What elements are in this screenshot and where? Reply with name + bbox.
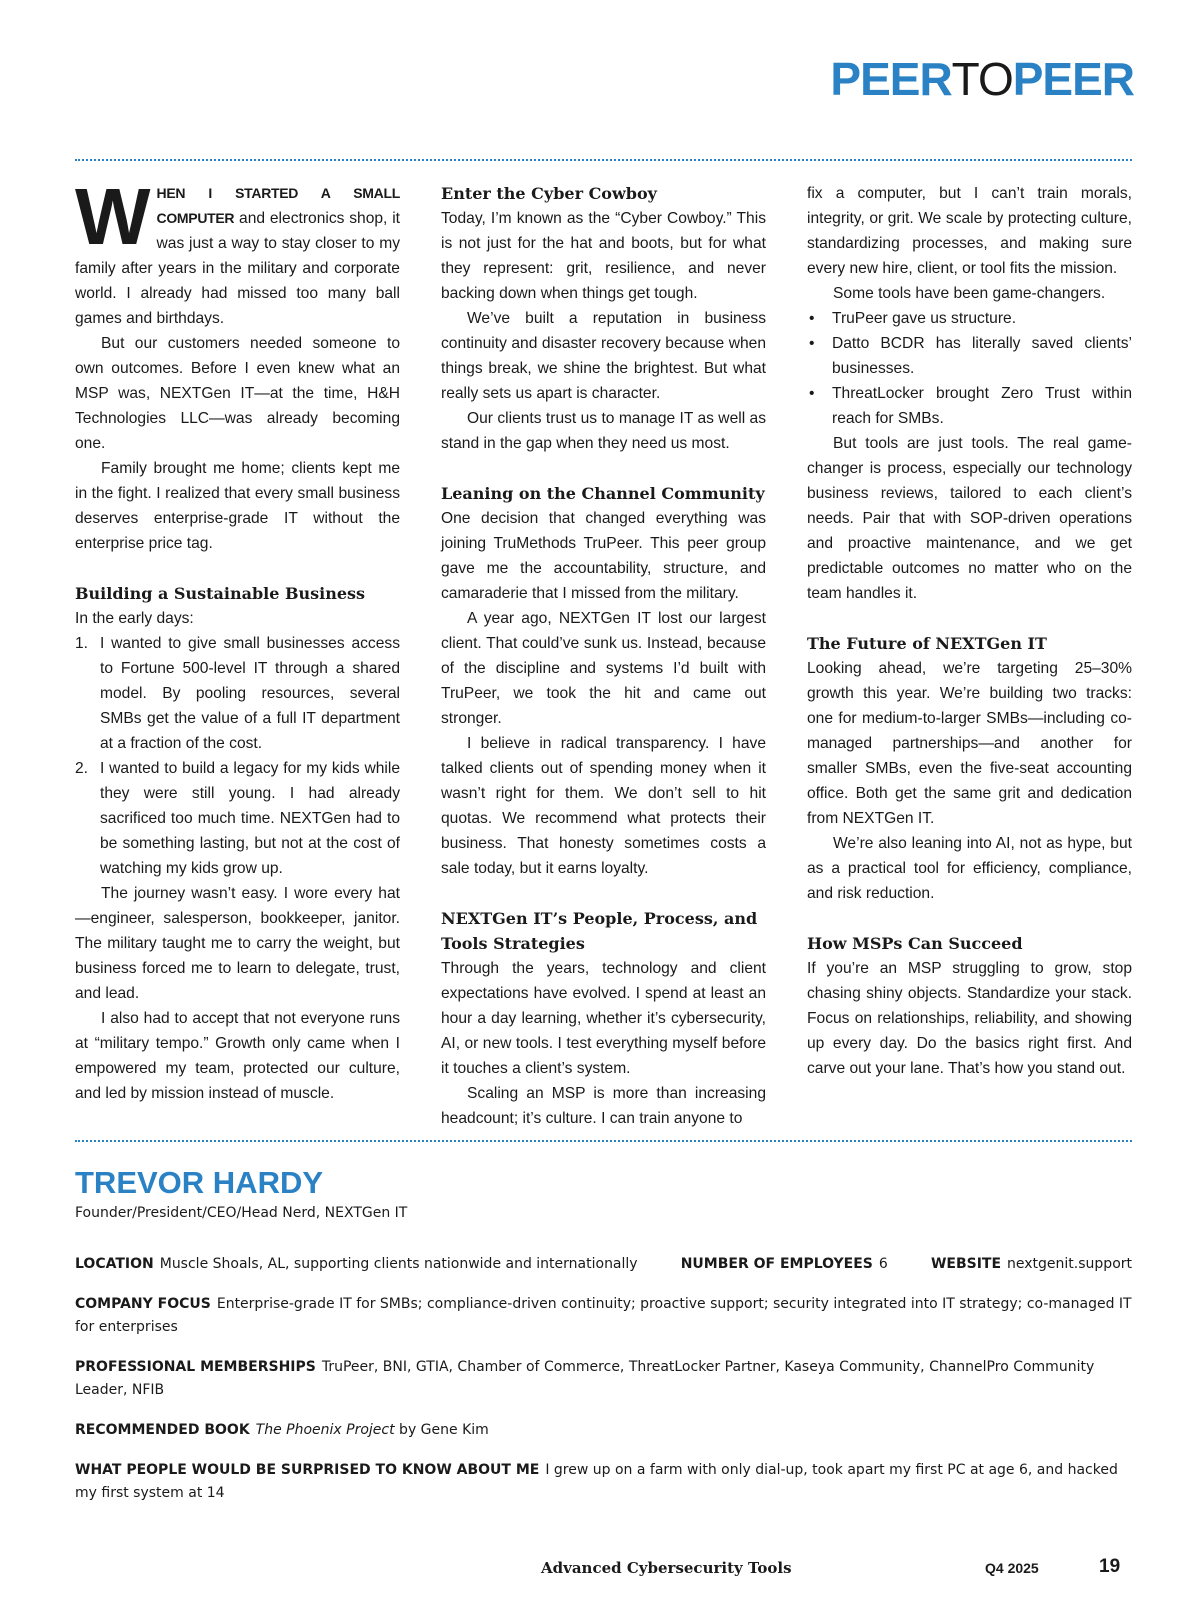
profile-box	[75, 1165, 1132, 1522]
list-text: I wanted to build a legacy for my kids while they were still young. I had already sacrificed too much time. NEXTGen had to be something lasting, but not at the cost of watching my kids grow up.	[100, 760, 400, 877]
list-item	[807, 306, 1132, 331]
bullet-icon: •	[809, 335, 815, 352]
list-text: ThreatLocker brought Zero Trust within reach for SMBs.	[832, 385, 1132, 427]
profile-name: TREVOR HARDY	[75, 1165, 324, 1200]
issue-label: Q4 2025	[985, 1560, 1039, 1576]
subheading-future: The Future of NEXTGen IT	[807, 634, 1047, 653]
fact-row-focus	[75, 1293, 1132, 1339]
list-number: 1.	[75, 635, 89, 652]
paragraph: We’ve built a reputation in business continuity and disaster recovery because when things break, we shine the brightest. But what really sets us apart is character.	[441, 310, 766, 402]
fact-label: COMPANY FOCUS	[75, 1296, 211, 1312]
intro-text: and electronics shop, it was just a way to stay closer to my family after years in the military and corporate world. I already had missed too many ball games and birthdays.	[75, 210, 400, 327]
fact-label: PROFESSIONAL MEMBERSHIPS	[75, 1359, 316, 1375]
column-1	[75, 172, 400, 1121]
fact-value: Enterprise-grade IT for SMBs; compliance-driven continuity; proactive support; security integrated into IT strategy; co-managed IT for enterprises	[75, 1296, 1132, 1335]
page-footer	[0, 1556, 1200, 1583]
lead-in: HEN I STARTED A SMALL COMPUTER	[156, 185, 400, 226]
bullet-icon: •	[809, 310, 815, 327]
paragraph: Looking ahead, we’re targeting 25–30% growth this year. We’re building two tracks: one for medium-to-larger SMBs—including co-managed partnerships—and another for smaller SMBs, even the five-seat accounting office. Both get the same grit and dedication from NEXTGen IT.	[807, 660, 1132, 827]
paragraph: The journey wasn’t easy. I wore every hat—engineer, salesperson, bookkeeper, janitor. The military taught me to carry the weight, but business forced me to learn to delegate, trust, and lead.	[75, 885, 400, 1002]
subheading-cowboy: Enter the Cyber Cowboy	[441, 184, 657, 203]
profile-facts	[75, 1253, 1132, 1505]
fact-value: TruPeer, BNI, GTIA, Chamber of Commerce, ThreatLocker Partner, Kaseya Community, ChannelPro Community Leader, NFIB	[75, 1359, 1095, 1398]
bottom-divider	[75, 1140, 1132, 1142]
fact-label: WHAT PEOPLE WOULD BE SURPRISED TO KNOW ABOUT ME	[75, 1462, 540, 1478]
column-2	[441, 181, 766, 1127]
fact-value: Muscle Shoals, AL, supporting clients nationwide and internationally	[159, 1256, 638, 1272]
fact-value: 6	[878, 1256, 888, 1272]
section-title-to: TO	[951, 53, 1013, 105]
paragraph: Today, I’m known as the “Cyber Cowboy.” This is not just for the hat and boots, but for what they represent: grit, resilience, and never backing down when things get tough.	[441, 210, 766, 302]
fact-row-book	[75, 1419, 1132, 1442]
paragraph: In the early days:	[75, 610, 194, 627]
drop-cap: W	[75, 172, 151, 261]
bullet-icon: •	[809, 385, 815, 402]
paragraph: But tools are just tools. The real game-changer is process, especially our technology business reviews, tailored to each client’s needs. Pair that with SOP-driven operations and proactive maintenance, and we get predictable outcomes no matter who on the team handles it.	[807, 435, 1132, 602]
paragraph: Family brought me home; clients kept me in the fight. I realized that every small business deserves enterprise-grade IT without the enterprise price tag.	[75, 460, 400, 552]
paragraph: A year ago, NEXTGen IT lost our largest client. That could’ve sunk us. Instead, because of the discipline and systems I’d built with TruPeer, we took the hit and came out stronger.	[441, 610, 766, 727]
top-divider	[75, 159, 1132, 161]
fact-row-location	[75, 1253, 1132, 1276]
list-text: Datto BCDR has literally saved clients’ businesses.	[832, 335, 1132, 377]
paragraph: I also had to accept that not everyone runs at “military tempo.” Growth only came when I empowered my team, protected our culture, and led by mission instead of muscle.	[75, 1010, 400, 1102]
page-number: 19	[1099, 1556, 1121, 1577]
list-item	[75, 631, 400, 756]
subheading-people: NEXTGen IT’s People, Process, and Tools Strategies	[441, 909, 758, 953]
list-text: I wanted to give small businesses access to Fortune 500-level IT through a shared model. By pooling resources, several SMBs get the value of a full IT department at a fraction of the cost.	[100, 635, 400, 752]
website-fact	[931, 1253, 1132, 1276]
fact-label: NUMBER OF EMPLOYEES	[680, 1256, 873, 1272]
list-item	[75, 756, 400, 881]
section-title	[830, 53, 1134, 105]
fact-row-memberships	[75, 1356, 1132, 1402]
book-author: by Gene Kim	[394, 1422, 489, 1438]
section-title-peer: PEER	[830, 53, 952, 105]
paragraph: I believe in radical transparency. I have talked clients out of spending money when it wasn’t right for them. We don’t sell to hit quotas. We recommend what protects their business. That honesty sometimes costs a sale today, but it earns loyalty.	[441, 735, 766, 877]
paragraph: But our customers needed someone to own outcomes. Before I even knew what an MSP was, NEXTGen IT—at the time, H&H Technologies LLC—was already becoming one.	[75, 335, 400, 452]
intro-paragraph	[75, 172, 400, 331]
list-item	[807, 381, 1132, 431]
list-item	[807, 331, 1132, 381]
numbered-list	[75, 631, 400, 881]
paragraph: Scaling an MSP is more than increasing headcount; it’s culture. I can train anyone to	[441, 1085, 766, 1127]
fact-value: nextgenit.support	[1007, 1256, 1132, 1272]
paragraph: We’re also leaning into AI, not as hype, but as a practical tool for efficiency, compliance, and risk reduction.	[807, 835, 1132, 902]
paragraph: One decision that changed everything was joining TruMethods TruPeer. This peer group gave me the accountability, structure, and camaraderie that I missed from the military.	[441, 510, 766, 602]
fact-label: WEBSITE	[930, 1256, 1002, 1272]
subheading-building: Building a Sustainable Business	[75, 584, 366, 603]
paragraph: fix a computer, but I can’t train morals, integrity, or grit. We scale by protecting culture, standardizing processes, and making sure every new hire, client, or tool fits the mission.	[807, 185, 1132, 277]
paragraph: Through the years, technology and client expectations have evolved. I spend at least an hour a day learning, whether it’s cybersecurity, AI, or new tools. I test everything myself before it touches a client’s system.	[441, 960, 766, 1077]
fact-value: I grew up on a farm with only dial-up, took apart my first PC at age 6, and hacked my first system at 14	[75, 1462, 1118, 1501]
fact-row-surprise	[75, 1459, 1132, 1505]
fact-label: RECOMMENDED BOOK	[75, 1422, 250, 1438]
publication-name: Advanced Cybersecurity Tools	[541, 1559, 792, 1577]
article-body	[75, 172, 1132, 1127]
bullet-list	[807, 306, 1132, 431]
subheading-succeed: How MSPs Can Succeed	[807, 934, 1023, 953]
book-title: The Phoenix Project	[255, 1422, 395, 1438]
employees-fact	[681, 1253, 888, 1276]
column-3	[807, 181, 1132, 1121]
subheading-channel: Leaning on the Channel Community	[441, 484, 765, 503]
paragraph: Some tools have been game-changers.	[833, 285, 1106, 302]
location-fact	[75, 1253, 638, 1276]
list-number: 2.	[75, 760, 89, 777]
profile-role: Founder/President/CEO/Head Nerd, NEXTGen IT	[75, 1205, 408, 1221]
paragraph: If you’re an MSP struggling to grow, stop chasing shiny objects. Standardize your stack. Focus on relationships, reliability, and showing up every day. Do the basics right first. And carve out your lane. That’s how you stand out.	[807, 960, 1132, 1077]
fact-label: LOCATION	[75, 1256, 154, 1272]
section-title-peer-2: PEER	[1012, 53, 1134, 105]
paragraph: Our clients trust us to manage IT as well as stand in the gap when they need us most.	[441, 410, 766, 452]
list-text: TruPeer gave us structure.	[832, 310, 1017, 327]
